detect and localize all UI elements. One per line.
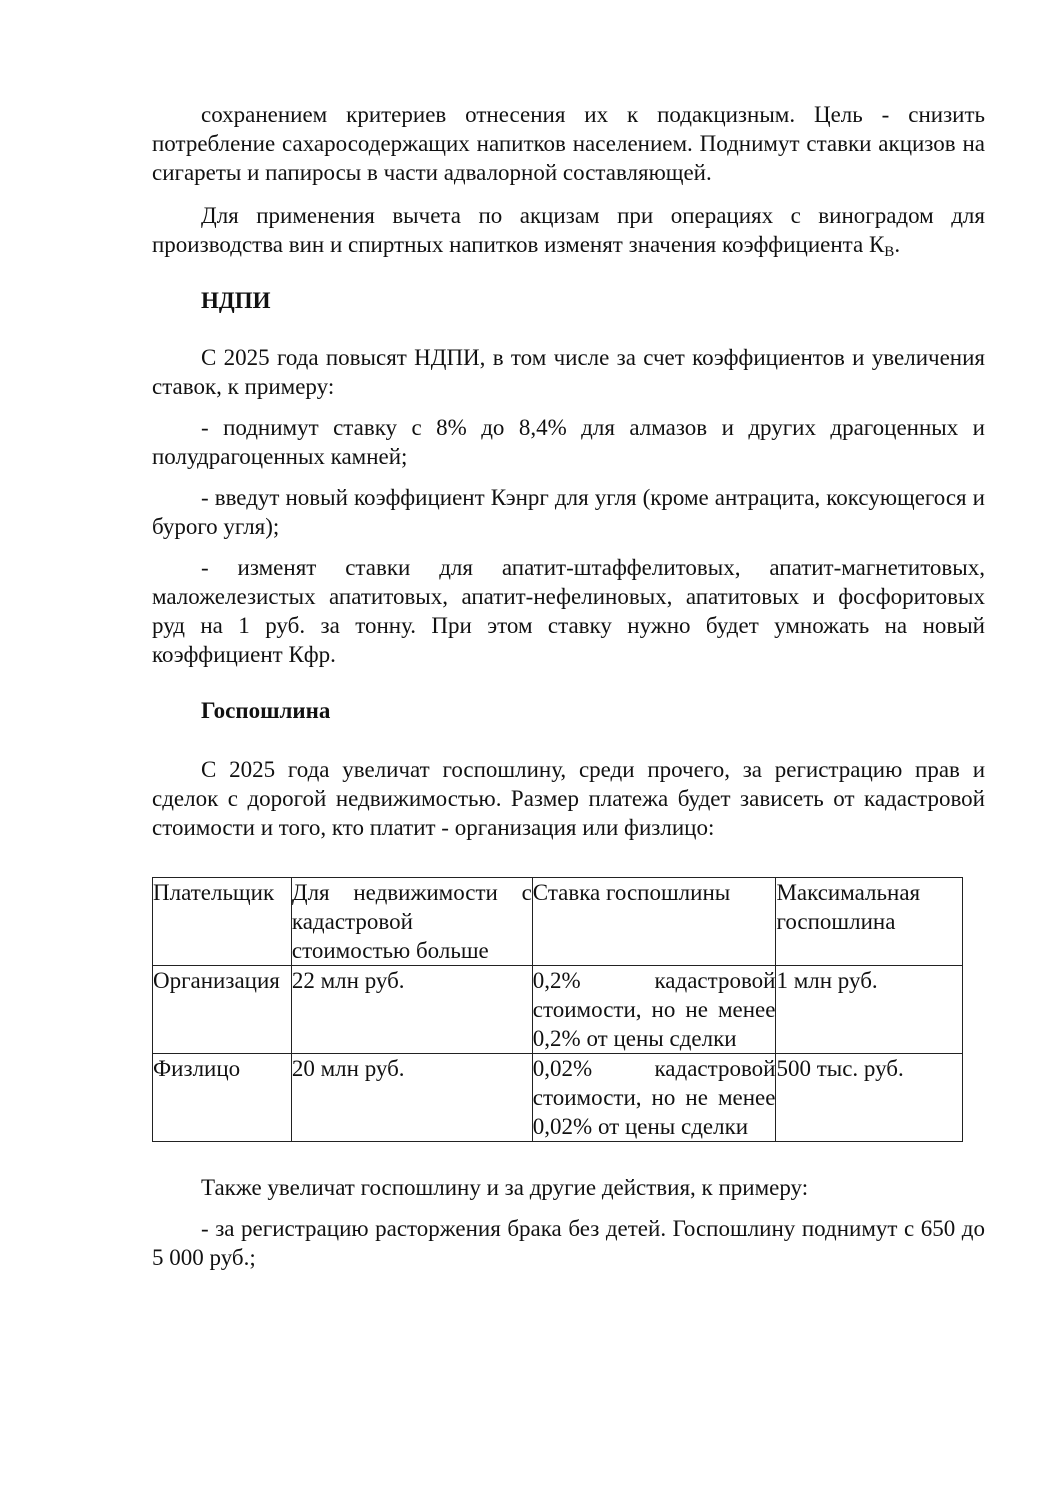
paragraph-duty-intro: С 2025 года увеличат госпошлину, среди прочего, за регистрацию прав и сделок с дорогой недвижимостью. Размер платежа будет зависеть от кадастровой стоимости и того, кто платит - организация или физлицо: [152, 757, 985, 840]
cell-max-duty: 500 тыс. руб. [776, 1054, 963, 1142]
excise-grapes-text: Для применения вычета по акцизам при операциях с виноградом для производства вин и спиртных напитков изменят значения коэффициента К [152, 203, 985, 257]
header-max-duty: Максимальная госпошлина [776, 878, 963, 966]
list-item-coal: - введут новый коэффициент Кэнрг для угля (кроме антрацита, коксующегося и бурого угля); [152, 485, 985, 539]
heading-ndpi: НДПИ [201, 288, 271, 313]
coefficient-subscript: В [884, 244, 895, 260]
cell-duty-rate: 0,02% кадастровой стоимости, но не менее 0,02% от цены сделки [532, 1054, 776, 1142]
list-item-ores: - изменят ставки для апатит-штаффелитовых, апатит-магнетитовых, маложелезистых апатитовых, апатит-нефелиновых, апатитовых и фосфоритовых руд на 1 руб. за тонну. При этом ставку нужно будет умножать на новый коэффициент Кфр. [152, 555, 985, 667]
table-row [153, 1054, 963, 1142]
paragraph-ndpi-intro: С 2025 года повысят НДПИ, в том числе за счет коэффициентов и увеличения ставок, к примеру: [152, 345, 985, 399]
header-duty-rate: Ставка госпошлины [532, 878, 776, 966]
list-item-divorce: - за регистрацию расторжения брака без детей. Госпошлину поднимут с 650 до 5 000 руб.; [152, 1216, 985, 1270]
heading-state-duty: Госпошлина [201, 698, 331, 723]
state-duty-table [152, 877, 963, 1142]
header-payer: Плательщик [153, 878, 292, 966]
paragraph-excise-sugar: сохранением критериев отнесения их к подакцизным. Цель - снизить потребление сахаросодержащих напитков населением. Поднимут ставки акцизов на сигареты и папиросы в части адвалорной составляющей. [152, 102, 985, 185]
cell-cadastral-threshold: 22 млн руб. [291, 966, 532, 1054]
cell-payer: Физлицо [153, 1054, 292, 1142]
table-header-row [153, 878, 963, 966]
paragraph-excise-grapes [152, 201, 985, 259]
cell-payer: Организация [153, 966, 292, 1054]
cell-cadastral-threshold: 20 млн руб. [291, 1054, 532, 1142]
table-row [153, 966, 963, 1054]
list-item-diamonds: - поднимут ставку с 8% до 8,4% для алмазов и других драгоценных и полудрагоценных камней; [152, 415, 985, 469]
excise-grapes-period: . [894, 232, 901, 257]
header-cadastral-value: Для недвижимости с кадастровой стоимостью больше [291, 878, 532, 966]
cell-max-duty: 1 млн руб. [776, 966, 963, 1054]
paragraph-other-actions: Также увеличат госпошлину и за другие действия, к примеру: [201, 1175, 809, 1200]
cell-duty-rate: 0,2% кадастровой стоимости, но не менее 0,2% от цены сделки [532, 966, 776, 1054]
